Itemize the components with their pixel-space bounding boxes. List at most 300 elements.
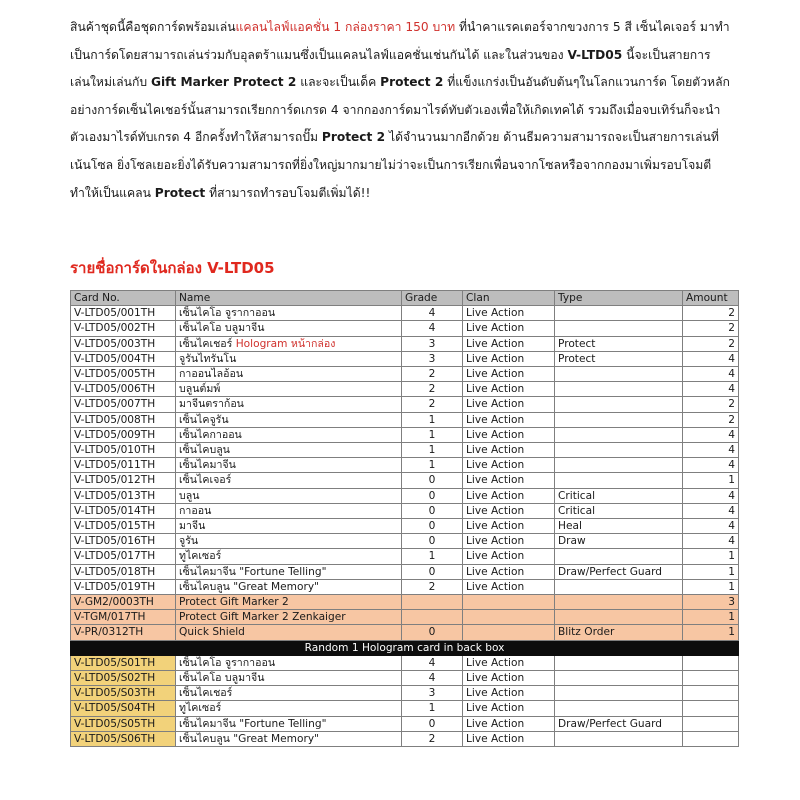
grade-cell <box>402 731 463 746</box>
type-cell <box>555 655 683 670</box>
card-no-text: V-LTD05/008TH <box>74 413 156 426</box>
amount-cell <box>683 716 739 731</box>
grade-text: 2 <box>428 580 436 593</box>
card-name-cell <box>176 701 402 716</box>
card-name-text: เซ็นไคจูรัน <box>179 413 229 426</box>
amount-text: 4 <box>728 352 735 365</box>
table-row <box>71 321 739 336</box>
clan-cell <box>463 458 555 473</box>
card-name-text: เซ็นไคเชอร์ <box>179 337 236 350</box>
grade-cell <box>402 595 463 610</box>
grade-text: 1 <box>428 444 436 457</box>
amount-text: 4 <box>728 520 735 533</box>
card-no-cell <box>71 671 176 686</box>
type-cell <box>555 367 683 382</box>
clan-cell <box>463 488 555 503</box>
type-cell <box>555 443 683 458</box>
clan-cell <box>463 382 555 397</box>
type-cell <box>555 595 683 610</box>
table-row <box>71 306 739 321</box>
card-name-text: เซ็นไคเชอร์ <box>179 687 233 700</box>
desc-text: สินค้าชุดนี้คือชุดการ์ดพร้อมเล่น <box>70 20 236 34</box>
card-name-text: ทูไคเซอร์ <box>179 550 222 563</box>
amount-cell <box>683 412 739 427</box>
grade-text: 0 <box>428 520 436 533</box>
clan-text: Live Action <box>466 535 525 548</box>
card-name-cell <box>176 564 402 579</box>
amount-text: 4 <box>728 459 735 472</box>
clan-text: Live Action <box>466 717 525 730</box>
amount-cell <box>683 488 739 503</box>
grade-cell <box>402 367 463 382</box>
table-row <box>71 397 739 412</box>
card-name-cell <box>176 458 402 473</box>
type-cell <box>555 610 683 625</box>
grade-text: 1 <box>428 702 436 715</box>
grade-cell <box>402 473 463 488</box>
grade-text: 4 <box>428 322 436 335</box>
card-name-cell <box>176 549 402 564</box>
grade-text: 4 <box>428 656 436 669</box>
clan-cell <box>463 610 555 625</box>
grade-cell <box>402 488 463 503</box>
col-header-amount: Amount <box>683 291 739 306</box>
protect-term: Protect 2 <box>321 130 386 145</box>
card-no-cell <box>71 610 176 625</box>
clan-text: Live Action <box>466 383 525 396</box>
type-cell <box>555 321 683 336</box>
table-row <box>71 610 739 625</box>
card-name-cell <box>176 351 402 366</box>
table-row <box>71 716 739 731</box>
grade-cell <box>402 458 463 473</box>
card-no-cell <box>71 519 176 534</box>
clan-cell <box>463 701 555 716</box>
clan-text: Live Action <box>466 489 525 502</box>
card-name-cell <box>176 731 402 746</box>
card-name-cell <box>176 610 402 625</box>
card-no-cell <box>71 427 176 442</box>
clan-cell <box>463 716 555 731</box>
amount-text: 4 <box>728 428 735 441</box>
product-code: V-LTD05 <box>567 47 623 62</box>
card-list-title: รายชื่อการ์ดในกล่อง V-LTD05 <box>70 259 275 277</box>
card-name-cell <box>176 579 402 594</box>
hologram-separator-label: Random 1 Hologram card in back box <box>71 640 739 655</box>
card-name-text: เซ็นไคโอ บลูมาจีน <box>179 322 265 335</box>
card-no-text: V-LTD05/017TH <box>74 550 156 563</box>
amount-cell <box>683 306 739 321</box>
card-name-text: จูรัน <box>179 535 199 548</box>
card-name-cell <box>176 625 402 640</box>
card-no-cell <box>71 382 176 397</box>
table-row <box>71 519 739 534</box>
grade-cell <box>402 321 463 336</box>
type-cell <box>555 519 683 534</box>
card-no-cell <box>71 686 176 701</box>
card-no-cell <box>71 351 176 366</box>
clan-cell <box>463 655 555 670</box>
card-name-cell <box>176 473 402 488</box>
card-no-text: V-LTD05/003TH <box>74 337 156 350</box>
card-no-cell <box>71 503 176 518</box>
clan-text: Live Action <box>466 413 525 426</box>
card-name-cell <box>176 595 402 610</box>
grade-text: 2 <box>428 732 436 745</box>
card-name-text: เซ็นไคมาจีน "Fortune Telling" <box>179 565 327 578</box>
grade-cell <box>402 610 463 625</box>
table-header-row <box>71 291 739 306</box>
amount-text: 4 <box>728 383 735 396</box>
clan-text: Live Action <box>466 459 525 472</box>
amount-cell <box>683 382 739 397</box>
grade-text: 1 <box>428 459 436 472</box>
clan-cell <box>463 686 555 701</box>
card-no-text: V-LTD05/016TH <box>74 535 156 548</box>
type-text: Protect <box>558 352 596 365</box>
desc-text: ที่สามารถทำรอบโจมตีเพิ่มได้!! <box>205 185 371 200</box>
grade-cell <box>402 549 463 564</box>
card-name-text: กาออน <box>179 504 212 517</box>
grade-cell <box>402 625 463 640</box>
table-row <box>71 458 739 473</box>
type-text: Blitz Order <box>558 626 615 639</box>
table-row <box>71 412 739 427</box>
card-no-cell <box>71 625 176 640</box>
table-row <box>71 625 739 640</box>
type-cell <box>555 579 683 594</box>
type-cell <box>555 503 683 518</box>
amount-text: 1 <box>728 550 735 563</box>
table-row <box>71 686 739 701</box>
grade-text: 3 <box>428 687 436 700</box>
col-header-clan: Clan <box>463 291 555 306</box>
amount-cell <box>683 397 739 412</box>
clan-text: Live Action <box>466 337 525 350</box>
clan-cell <box>463 397 555 412</box>
amount-text: 2 <box>728 398 735 411</box>
card-no-cell <box>71 306 176 321</box>
amount-cell <box>683 321 739 336</box>
card-name-cell <box>176 382 402 397</box>
table-row <box>71 503 739 518</box>
clan-cell <box>463 595 555 610</box>
grade-cell <box>402 716 463 731</box>
grade-cell <box>402 503 463 518</box>
card-no-text: V-LTD05/S02TH <box>74 672 156 685</box>
card-no-text: V-LTD05/013TH <box>74 489 156 502</box>
card-no-text: V-GM2/0003TH <box>74 596 154 609</box>
clan-text: Live Action <box>466 398 525 411</box>
card-name-cell <box>176 671 402 686</box>
card-no-cell <box>71 397 176 412</box>
type-text: Heal <box>558 520 582 533</box>
table-row <box>71 473 739 488</box>
clan-cell <box>463 519 555 534</box>
type-cell <box>555 306 683 321</box>
grade-cell <box>402 519 463 534</box>
clan-cell <box>463 336 555 351</box>
card-no-cell <box>71 473 176 488</box>
amount-cell <box>683 367 739 382</box>
amount-text: 4 <box>728 535 735 548</box>
grade-text: 0 <box>428 474 436 487</box>
grade-cell <box>402 655 463 670</box>
type-cell <box>555 412 683 427</box>
card-list-table <box>70 290 739 747</box>
table-row <box>71 382 739 397</box>
type-cell <box>555 534 683 549</box>
type-cell <box>555 716 683 731</box>
clan-cell <box>463 321 555 336</box>
type-cell <box>555 625 683 640</box>
clan-text: Live Action <box>466 368 525 381</box>
clan-text: Live Action <box>466 565 525 578</box>
amount-cell <box>683 427 739 442</box>
amount-text: 4 <box>728 368 735 381</box>
card-name-cell <box>176 503 402 518</box>
clan-text: Live Action <box>466 322 525 335</box>
card-name-text: เซ็นไคบลูน "Great Memory" <box>179 580 319 593</box>
amount-cell <box>683 701 739 716</box>
amount-cell <box>683 671 739 686</box>
card-name-text: เซ็นไคมาจีน "Fortune Telling" <box>179 717 327 730</box>
col-header-name: Name <box>176 291 402 306</box>
card-no-text: V-LTD05/019TH <box>74 580 156 593</box>
amount-text: 1 <box>728 626 735 639</box>
table-row <box>71 595 739 610</box>
table-row <box>71 427 739 442</box>
clan-text: Live Action <box>466 504 525 517</box>
grade-cell <box>402 534 463 549</box>
card-no-cell <box>71 321 176 336</box>
desc-text: และจะเป็นเด็ค <box>296 75 381 90</box>
clan-cell <box>463 306 555 321</box>
card-name-text: Quick Shield <box>179 626 245 639</box>
amount-text: 4 <box>728 504 735 517</box>
card-name-text: เซ็นไคมาจีน <box>179 459 236 472</box>
card-no-cell <box>71 579 176 594</box>
type-text: Protect <box>558 337 596 350</box>
type-text: Critical <box>558 504 596 517</box>
card-no-text: V-LTD05/011TH <box>74 459 156 472</box>
card-name-cell <box>176 321 402 336</box>
desc-text: นี้จะเป็นสายการเล่นใหม่เล่นกับ <box>70 47 711 90</box>
amount-text: 1 <box>728 474 735 487</box>
card-no-text: V-PR/0312TH <box>74 626 144 639</box>
grade-text: 0 <box>428 717 436 730</box>
grade-cell <box>402 579 463 594</box>
clan-text: Live Action <box>466 656 525 669</box>
amount-cell <box>683 503 739 518</box>
table-row <box>71 564 739 579</box>
card-no-text: V-LTD05/S04TH <box>74 702 156 715</box>
card-name-cell <box>176 655 402 670</box>
card-name-cell <box>176 488 402 503</box>
grade-cell <box>402 701 463 716</box>
card-name-text: ทูไคเซอร์ <box>179 702 222 715</box>
clan-cell <box>463 564 555 579</box>
card-name-cell <box>176 367 402 382</box>
card-no-text: V-LTD05/S01TH <box>74 656 156 669</box>
grade-cell <box>402 336 463 351</box>
card-name-text: บลูน <box>179 489 200 502</box>
grade-text: 0 <box>428 489 436 502</box>
amount-cell <box>683 443 739 458</box>
clan-cell <box>463 473 555 488</box>
card-no-text: V-LTD05/004TH <box>74 352 156 365</box>
card-name-text: เซ็นไคโอ จูรากาออน <box>179 307 276 320</box>
card-no-cell <box>71 336 176 351</box>
gift-marker-name: Gift Marker Protect 2 <box>150 75 297 90</box>
card-name-text: Protect Gift Marker 2 <box>179 596 289 609</box>
clan-cell <box>463 549 555 564</box>
card-name-text: เซ็นไคกาออน <box>179 428 242 441</box>
product-description <box>70 14 730 207</box>
card-name-text: กาออนไลอ้อน <box>179 368 244 381</box>
card-name-cell <box>176 534 402 549</box>
grade-cell <box>402 306 463 321</box>
grade-text: 0 <box>428 626 436 639</box>
amount-cell <box>683 610 739 625</box>
card-no-cell <box>71 412 176 427</box>
grade-text: 0 <box>428 565 436 578</box>
amount-text: 4 <box>728 489 735 502</box>
card-name-text: มาจีน <box>179 520 206 533</box>
card-no-cell <box>71 701 176 716</box>
card-no-text: V-LTD05/S06TH <box>74 732 156 745</box>
type-text: Draw/Perfect Guard <box>558 565 663 578</box>
card-no-text: V-LTD05/014TH <box>74 504 156 517</box>
card-no-cell <box>71 564 176 579</box>
table-row <box>71 443 739 458</box>
card-no-text: V-LTD05/007TH <box>74 398 156 411</box>
amount-text: 2 <box>728 337 735 350</box>
col-header-card-no: Card No. <box>71 291 176 306</box>
clan-cell <box>463 427 555 442</box>
type-cell <box>555 488 683 503</box>
amount-cell <box>683 534 739 549</box>
type-cell <box>555 427 683 442</box>
desc-text: ที่นำคาแรคเตอร์จากขวงการ 5 สี เซ็นไคเจอร์ มาทำเป็นการ์ดโดยสามารถเล่นร่วมกับอุลตร้าแมนซึ่งเป็นแคลนไลฟ์แอคชั่นเช่นกันได้ และในส่วนของ <box>70 20 730 62</box>
card-name-cell <box>176 412 402 427</box>
grade-text: 3 <box>428 352 436 365</box>
table-row <box>71 549 739 564</box>
clan-cell <box>463 671 555 686</box>
type-cell <box>555 458 683 473</box>
grade-text: 1 <box>428 550 436 563</box>
amount-cell <box>683 625 739 640</box>
card-no-cell <box>71 731 176 746</box>
grade-cell <box>402 382 463 397</box>
clan-cell <box>463 412 555 427</box>
grade-text: 0 <box>428 504 436 517</box>
clan-cell <box>463 351 555 366</box>
hologram-note: Hologram หน้ากล่อง <box>235 337 336 350</box>
amount-cell <box>683 351 739 366</box>
type-cell <box>555 671 683 686</box>
amount-cell <box>683 519 739 534</box>
clan-text: Live Action <box>466 444 525 457</box>
clan-text: Live Action <box>466 580 525 593</box>
amount-cell <box>683 731 739 746</box>
grade-cell <box>402 686 463 701</box>
clan-cell <box>463 534 555 549</box>
type-cell <box>555 397 683 412</box>
clan-text: Live Action <box>466 732 525 745</box>
card-name-cell <box>176 686 402 701</box>
table-row <box>71 731 739 746</box>
grade-text: 2 <box>428 383 436 396</box>
clan-text: Live Action <box>466 702 525 715</box>
grade-text: 0 <box>428 535 436 548</box>
table-row <box>71 488 739 503</box>
description-paragraph <box>70 14 730 207</box>
card-name-text: จูรันไทรันโน <box>179 352 237 365</box>
table-row <box>71 655 739 670</box>
price-highlight: แคลนไลฟ์แอคชั่น 1 กล่องราคา 150 บาท <box>235 20 456 34</box>
protect-term: Protect 2 <box>380 75 444 90</box>
card-name-cell <box>176 336 402 351</box>
amount-cell <box>683 549 739 564</box>
card-no-text: V-LTD05/001TH <box>74 307 156 320</box>
card-name-text: Protect Gift Marker 2 Zenkaiger <box>179 611 346 624</box>
card-no-cell <box>71 655 176 670</box>
clan-text: Live Action <box>466 672 525 685</box>
card-no-text: V-LTD05/S03TH <box>74 687 156 700</box>
protect-term: Protect <box>154 185 206 200</box>
type-cell <box>555 564 683 579</box>
card-name-text: เซ็นไคเจอร์ <box>179 474 232 487</box>
card-name-cell <box>176 716 402 731</box>
grade-cell <box>402 671 463 686</box>
card-no-text: V-LTD05/005TH <box>74 368 156 381</box>
amount-cell <box>683 564 739 579</box>
type-cell <box>555 549 683 564</box>
grade-text: 3 <box>428 337 436 350</box>
amount-text: 1 <box>728 611 735 624</box>
card-name-text: บลูนต์มพ์ <box>179 383 221 396</box>
amount-text: 2 <box>728 322 735 335</box>
card-no-text: V-LTD05/002TH <box>74 322 156 335</box>
type-cell <box>555 731 683 746</box>
card-no-cell <box>71 443 176 458</box>
card-name-text: เซ็นไคบลูน <box>179 444 230 457</box>
clan-text: Live Action <box>466 520 525 533</box>
amount-text: 2 <box>728 307 735 320</box>
type-cell <box>555 351 683 366</box>
type-text: Draw <box>558 535 586 548</box>
table-row <box>71 579 739 594</box>
grade-cell <box>402 397 463 412</box>
card-no-text: V-TGM/017TH <box>74 611 146 624</box>
card-no-text: V-LTD05/015TH <box>74 520 156 533</box>
grade-text: 1 <box>428 413 436 426</box>
clan-text: Live Action <box>466 428 525 441</box>
col-header-type: Type <box>555 291 683 306</box>
card-no-cell <box>71 534 176 549</box>
table-row <box>71 367 739 382</box>
card-name-cell <box>176 427 402 442</box>
grade-cell <box>402 427 463 442</box>
col-header-grade: Grade <box>402 291 463 306</box>
grade-cell <box>402 564 463 579</box>
clan-cell <box>463 443 555 458</box>
type-cell <box>555 473 683 488</box>
table-row <box>71 534 739 549</box>
card-no-cell <box>71 549 176 564</box>
type-cell <box>555 701 683 716</box>
